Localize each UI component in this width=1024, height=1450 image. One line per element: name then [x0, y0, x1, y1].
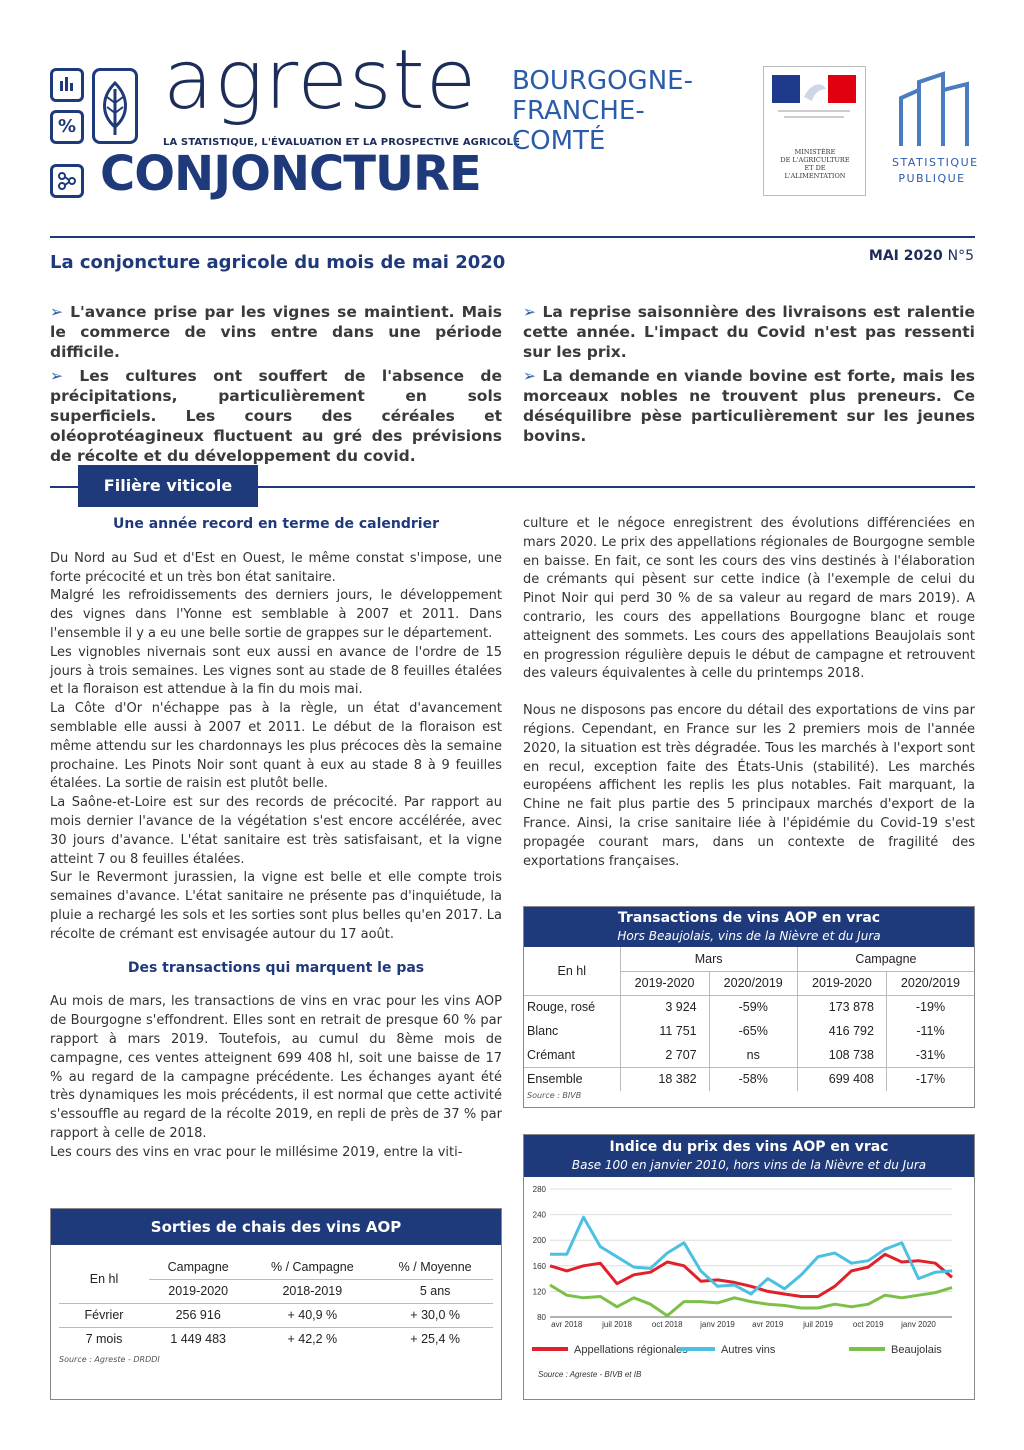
cell: 1 449 483: [170, 1332, 226, 1347]
group-header: Mars: [620, 947, 797, 971]
x-tick-label: juil 2018: [602, 1320, 632, 1329]
region-line: BOURGOGNE-: [512, 66, 693, 96]
table-row: [59, 1303, 493, 1327]
table-row: [524, 1067, 974, 1091]
cell: + 25,4 %: [410, 1332, 460, 1347]
row-label: 7 mois: [85, 1332, 123, 1347]
left-column: [50, 515, 502, 1163]
table-source: Source : Agreste - DRDDI: [59, 1355, 160, 1364]
cell: -59%: [709, 995, 797, 1019]
right-column: [523, 515, 975, 871]
paragraph: Nous ne disposons pas encore du détail des exportations de vins par régions. Cependant, en France sur les 2 premiers mois de l'année 2020, la situation est très dégradée. Tous les marchés à l'export sont en recul, exception faite des États-Unis (stabilité). Les marchés européens affichent les replis les plus notables. Fait marquant, la Chine ne fait plus partie des 5 principaux marchés d'export de la France. Ainsi, la crise sanitaire liée à l'épidémie du Covid-19 s'est propagée courant mars, dans un contexte de fragilité des exportations françaises.: [523, 703, 975, 869]
legend-label: Autres vins: [721, 1344, 776, 1356]
summary-point: [50, 366, 502, 466]
summary-left: [50, 302, 502, 470]
line-chart: [524, 1177, 974, 1399]
bar-chart-icon: [50, 68, 84, 102]
summary-text: La demande en viande bovine est forte, mais les morceaux nobles ne trouvent plus preneurs. Ce déséquilibre pèse particulièrement sur les jeunes bovins.: [523, 367, 975, 445]
paragraph: culture et le négoce enregistrent des évolutions différenciées en mars 2020. Le prix des appellations régionales de Bourgogne semble en baisse. En fait, ce sont les cours des vins destinés à l'élaboration de crémants qui pèsent sur cette indice (à l'exemple de celui du Pinot Noir qui perd 30 % de sa valeur au regard de mars 2019). A contrario, les cours des appellations Bourgogne blanc et rouge atteignent des sommets. Les cours des appellations Beaujolais sont en progression régulière depuis le début de campagne et retrouvent des valeurs équivalentes à celle du printemps 2018.: [523, 516, 975, 682]
summary-point: [50, 302, 502, 362]
table-transactions: [523, 906, 975, 1108]
issue-number: [869, 248, 974, 264]
column-header: 2018-2019: [282, 1284, 343, 1298]
summary-point: [523, 302, 975, 362]
paragraph: Au mois de mars, les transactions de vins en vrac pour les vins AOP de Bourgogne s'effondrent. Elles sont en retrait de presque 60 % par rapport à mars 2019. Toutefois, au cumul du 8ème mois de campagne, ces ventes atteignent 699 408 hl, soit une baisse de 17 % au regard de la campagne précédente. Les échanges ayant été très dynamiques les mois précédents, il est normal que cette activité s'essouffle au regard de la récolte 2019, en repli de près de 37 % par rapport à celle de 2018.: [50, 994, 502, 1141]
table-title: Transactions de vins AOP en vrac: [617, 910, 881, 926]
leaf-icon: [92, 68, 138, 144]
series-line: [550, 1285, 952, 1316]
summary-text: Les cultures ont souffert de l'absence de précipitations, particulièrement en sols superficiels. Les cours des céréales et oléoprotéagineux fluctuent au gré des prévisions de récolte et du développement du covid.: [50, 367, 502, 465]
ministry-name: [768, 148, 862, 180]
page-title: La conjoncture agricole du mois de mai 2020: [50, 252, 506, 273]
column-header: 2019-2020: [168, 1284, 229, 1298]
row-label: Février: [84, 1308, 124, 1322]
chart-header: [524, 1135, 974, 1177]
paragraph: Les cours des vins en vrac pour le millésime 2019, entre la viti-: [50, 1144, 463, 1160]
cell: -65%: [709, 1019, 797, 1043]
table-sorties-chais: [50, 1208, 502, 1400]
statistique-publique-text: [892, 155, 979, 187]
x-tick-label: janv 2020: [901, 1320, 936, 1329]
data-table: [59, 1255, 493, 1351]
cell: + 40,9 %: [287, 1308, 338, 1322]
series-line: [550, 1217, 952, 1294]
ministry-line: L'ALIMENTATION: [784, 172, 846, 180]
table-body: [51, 1245, 501, 1364]
column-header: % / Campagne: [270, 1259, 354, 1274]
issue-date: MAI 2020: [868, 248, 943, 264]
column-header: Campagne: [167, 1259, 229, 1274]
y-tick-label: 160: [532, 1261, 546, 1271]
table-title: Sorties de chais des vins AOP: [51, 1209, 501, 1245]
cell: ns: [709, 1043, 797, 1067]
x-tick-label: avr 2019: [752, 1320, 784, 1329]
chart-subtitle: Base 100 en janvier 2010, hors vins de la Nièvre et du Jura: [571, 1158, 927, 1172]
cell: -31%: [915, 1047, 946, 1062]
x-tick-label: oct 2018: [651, 1320, 683, 1329]
statistique-publique-logo: [895, 70, 975, 154]
network-icon: [50, 164, 84, 198]
paragraph: La Côte d'Or n'échappe pas à la règle, un état d'avancement semblable elle aussi à 2007 et 2011. Le début de la floraison est même attendu sur les chardonnays les plus précoces dès la semaine prochaine. Les Pinots Noir sont quant à eux au stade 8 à 9 feuilles étalées. La sortie de raisin est plutôt belle.: [50, 701, 502, 792]
section-title: Filière viticole: [78, 465, 258, 507]
x-tick-label: janv 2019: [700, 1320, 735, 1329]
cell: -19%: [915, 1000, 946, 1015]
cell: 416 792: [797, 1019, 886, 1043]
brand-tagline: LA STATISTIQUE, L'ÉVALUATION ET LA PROSPECTIVE AGRICOLE: [163, 137, 521, 148]
series-line: [550, 1254, 952, 1296]
region-line: COMTÉ: [512, 126, 606, 156]
x-tick-label: oct 2019: [852, 1320, 884, 1329]
table-row: [524, 995, 974, 1019]
ministry-line: DE L'AGRICULTURE: [780, 156, 850, 164]
row-label: Ensemble: [524, 1067, 620, 1091]
chart-source: Source : Agreste - BIVB et IB: [538, 1370, 642, 1379]
percent-icon: %: [50, 110, 84, 144]
series-name: CONJONCTURE: [100, 146, 481, 202]
arrow-icon: ➢: [50, 303, 71, 321]
column-header: 2019-2020: [620, 971, 709, 995]
table-row: [524, 1043, 974, 1067]
stat-line: STATISTIQUE: [892, 156, 979, 169]
column-header: 2020/2019: [709, 971, 797, 995]
group-header: Campagne: [797, 947, 974, 971]
cell: -58%: [709, 1067, 797, 1091]
cell: + 30,0 %: [410, 1308, 460, 1322]
column-header: 2019-2020: [797, 971, 886, 995]
row-label: Crémant: [524, 1043, 620, 1067]
y-tick-label: 200: [532, 1236, 546, 1246]
cell: -11%: [916, 1024, 945, 1038]
table-row: [524, 1019, 974, 1043]
chart-title: Indice du prix des vins AOP en vrac: [609, 1139, 889, 1155]
table-subtitle: Hors Beaujolais, vins de la Nièvre et du Jura: [617, 929, 881, 943]
paragraph: Sur le Revermont jurassien, la vigne est belle et elle compte trois semaines d'avance. L'état sanitaire ne présente pas d'inquiétude, la pluie a rechargé les sols et les sorties sont plus belles qu'en 2017. La récolte de crémant est envisagée autour du 17 août.: [50, 870, 502, 942]
cell: + 42,2 %: [287, 1332, 338, 1347]
subheading: Des transactions qui marquent le pas: [127, 959, 425, 976]
legend-label: Beaujolais: [891, 1344, 942, 1356]
column-header: 5 ans: [419, 1284, 451, 1298]
header-divider: [50, 236, 975, 238]
cell: 2 707: [620, 1043, 709, 1067]
cell: 699 408: [797, 1067, 886, 1091]
table-source: Source : BIVB: [527, 1091, 582, 1100]
summary-text: La reprise saisonnière des livraisons est ralentie cette année. L'impact du Covid n'est pas ressenti sur les prix.: [523, 303, 975, 361]
arrow-icon: ➢: [523, 303, 543, 321]
table-header: [524, 907, 974, 947]
cell: 108 738: [797, 1043, 886, 1067]
summary-text: L'avance prise par les vignes se maintient. Mais le commerce de vins entre dans une période difficile.: [50, 303, 503, 361]
column-header: % / Moyenne: [398, 1259, 472, 1274]
cell: 11 751: [620, 1019, 709, 1043]
table-unit: En hl: [59, 1255, 149, 1303]
stat-line: PUBLIQUE: [898, 172, 966, 185]
y-tick-label: 240: [532, 1210, 546, 1220]
y-tick-label: 120: [532, 1287, 546, 1297]
data-table: [524, 947, 974, 1091]
summary-point: [523, 366, 975, 446]
x-tick-label: avr 2018: [551, 1320, 583, 1329]
row-label: Rouge, rosé: [524, 995, 620, 1019]
cell: 256 916: [175, 1308, 221, 1322]
issue-nb: N°5: [947, 248, 974, 264]
paragraph: Du Nord au Sud et d'Est en Ouest, le même constat s'impose, une forte précocité et un très bon état sanitaire.: [50, 550, 502, 585]
summary-right: [523, 302, 975, 450]
cell: 173 878: [797, 995, 886, 1019]
table-unit: En hl: [524, 947, 620, 995]
y-tick-label: 280: [532, 1185, 546, 1194]
x-tick-label: juil 2019: [803, 1320, 833, 1329]
ministry-line: MINISTÈRE: [794, 148, 836, 156]
y-tick-label: 80: [537, 1313, 546, 1322]
arrow-icon: ➢: [50, 367, 80, 385]
arrow-icon: ➢: [523, 367, 543, 385]
subheading: Une année record en terme de calendrier: [113, 516, 439, 532]
paragraph: Les vignobles nivernais sont eux aussi en avance de l'ordre de 15 jours à trois semaines. Les vignes sont au stade de 8 feuilles étalées et la floraison est attendue à la fin du mois mai.: [50, 644, 502, 698]
table-row: [59, 1327, 493, 1351]
column-header: 2020/2019: [900, 976, 961, 990]
cell: 18 382: [620, 1067, 709, 1091]
brand-name: agreste: [163, 33, 478, 128]
chart-panel: [523, 1134, 975, 1400]
ministry-line: ET DE: [804, 164, 826, 172]
region-name: [512, 66, 693, 156]
marianne-logo: [764, 67, 865, 137]
cell: 3 924: [620, 995, 709, 1019]
legend-label: Appellations régionales: [574, 1344, 688, 1356]
row-label: Blanc: [524, 1019, 620, 1043]
paragraph: La Saône-et-Loire est sur des records de précocité. Par rapport au mois dernier l'avance de la végétation s'est encore accélérée, avec 30 jours d'avance. L'état sanitaire est très satisfaisant, et la vigne atteint 7 ou 8 feuilles étalées.: [50, 795, 502, 867]
paragraph: Malgré les refroidissements des derniers jours, le développement des vignes dans l'Yonne est semblable à 2007 et 2011. Dans l'ensemble il y a eu une belle sortie de grappes sur le département.: [50, 588, 502, 641]
cell: -17%: [915, 1072, 946, 1087]
region-line: FRANCHE-: [512, 96, 645, 126]
